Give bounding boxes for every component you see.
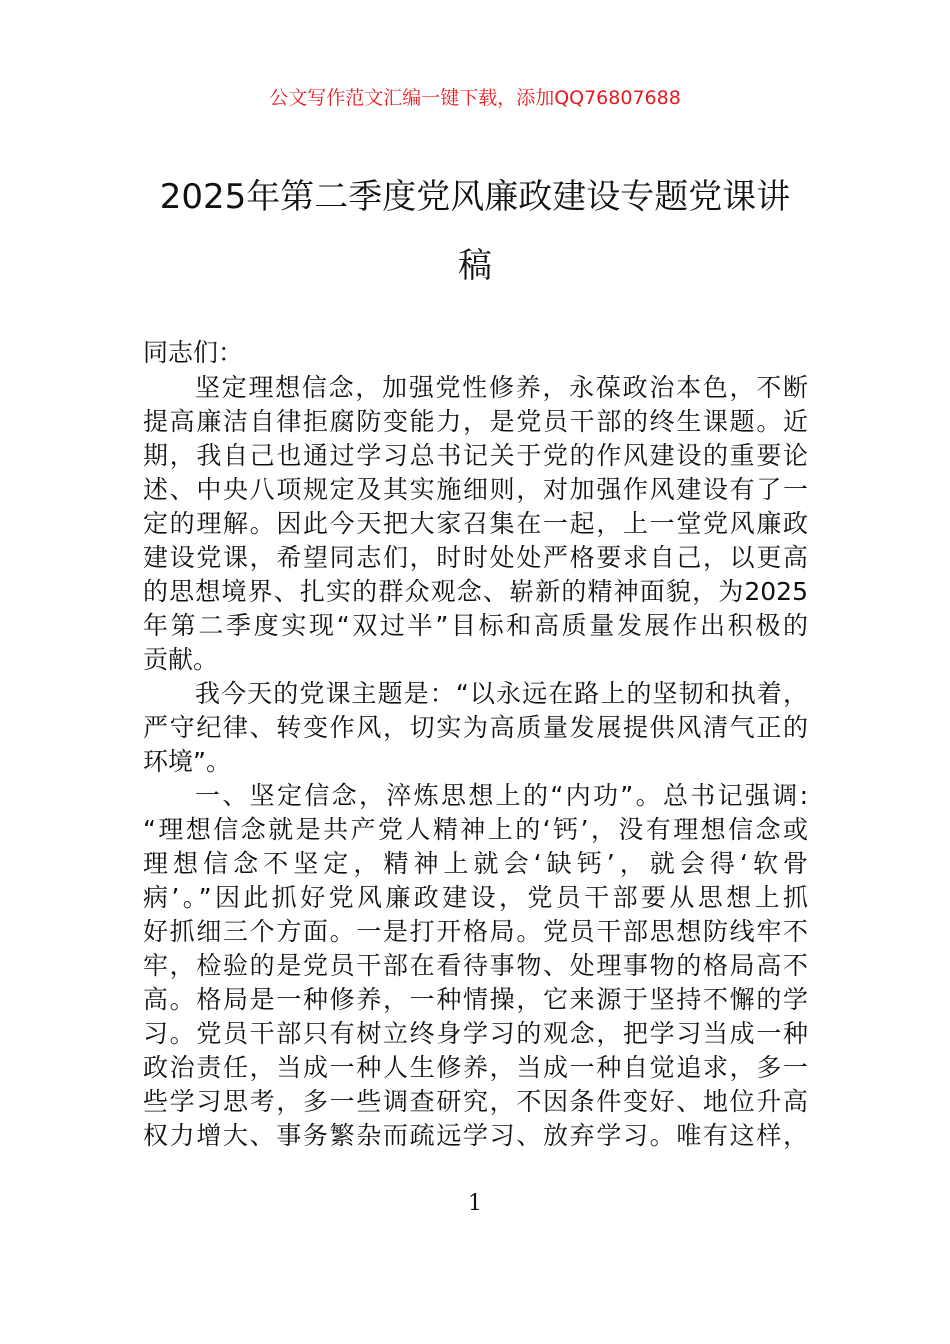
download-notice: 公文写作范文汇编一键下载，添加QQ76807688 [269, 87, 681, 109]
paragraph-line: 理想信念不坚定，精神上就会‘缺钙’，就会得‘软骨 [143, 849, 808, 878]
paragraph-line: 提高廉洁自律拒腐防变能力，是党员干部的终生课题。近 [143, 407, 808, 436]
paragraph-line: 些学习思考，多一些调查研究，不因条件变好、地位升高 [143, 1087, 808, 1116]
document-body [143, 371, 808, 1153]
paragraph-line: 述、中央八项规定及其实施细则，对加强作风建设有了一 [143, 475, 808, 504]
paragraph-line: 年第二季度实现“双过半”目标和高质量发展作出积极的 [143, 611, 808, 640]
page-number: 1 [468, 1191, 482, 1216]
paragraph-line: 定的理解。因此今天把大家召集在一起，上一堂党风廉政 [143, 509, 808, 538]
salutation: 同志们： [143, 338, 244, 367]
document-title-line-2: 稿 [458, 246, 492, 286]
paragraph-line: “理想信念就是共产党人精神上的‘钙’，没有理想信念或 [143, 815, 808, 844]
document-title-line-1: 2025年第二季度党风廉政建设专题党课讲 [159, 177, 791, 217]
paragraph-line: 一、坚定信念，淬炼思想上的“内功”。总书记强调: [195, 781, 808, 810]
paragraph-line: 我今天的党课主题是：“以永远在路上的坚韧和执着， [195, 679, 808, 708]
paragraph-line: 好抓细三个方面。一是打开格局。党员干部思想防线牢不 [143, 917, 808, 946]
paragraph-line: 期，我自己也通过学习总书记关于党的作风建设的重要论 [143, 441, 808, 470]
paragraph-line: 病’。”因此抓好党风廉政建设，党员干部要从思想上抓 [143, 883, 808, 912]
paragraph-line: 的思想境界、扎实的群众观念、崭新的精神面貌，为2025 [143, 577, 808, 606]
paragraph-line: 牢，检验的是党员干部在看待事物、处理事物的格局高不 [143, 951, 808, 980]
paragraph-line: 贡献。 [143, 645, 219, 674]
paragraph-line: 高。格局是一种修养，一种情操，它来源于坚持不懈的学 [143, 985, 808, 1014]
paragraph-line: 习。党员干部只有树立终身学习的观念，把学习当成一种 [143, 1019, 808, 1048]
paragraph-line: 坚定理想信念，加强党性修养，永葆政治本色，不断 [195, 373, 808, 402]
paragraph-line: 权力增大、事务繁杂而疏远学习、放弃学习。唯有这样， [143, 1121, 808, 1150]
paragraph-line: 建设党课，希望同志们，时时处处严格要求自己，以更高 [143, 543, 808, 572]
paragraph-line: 政治责任，当成一种人生修养，当成一种自觉追求，多一 [143, 1053, 808, 1082]
paragraph-line: 严守纪律、转变作风，切实为高质量发展提供风清气正的 [143, 713, 808, 742]
paragraph-line: 环境”。 [143, 747, 231, 776]
